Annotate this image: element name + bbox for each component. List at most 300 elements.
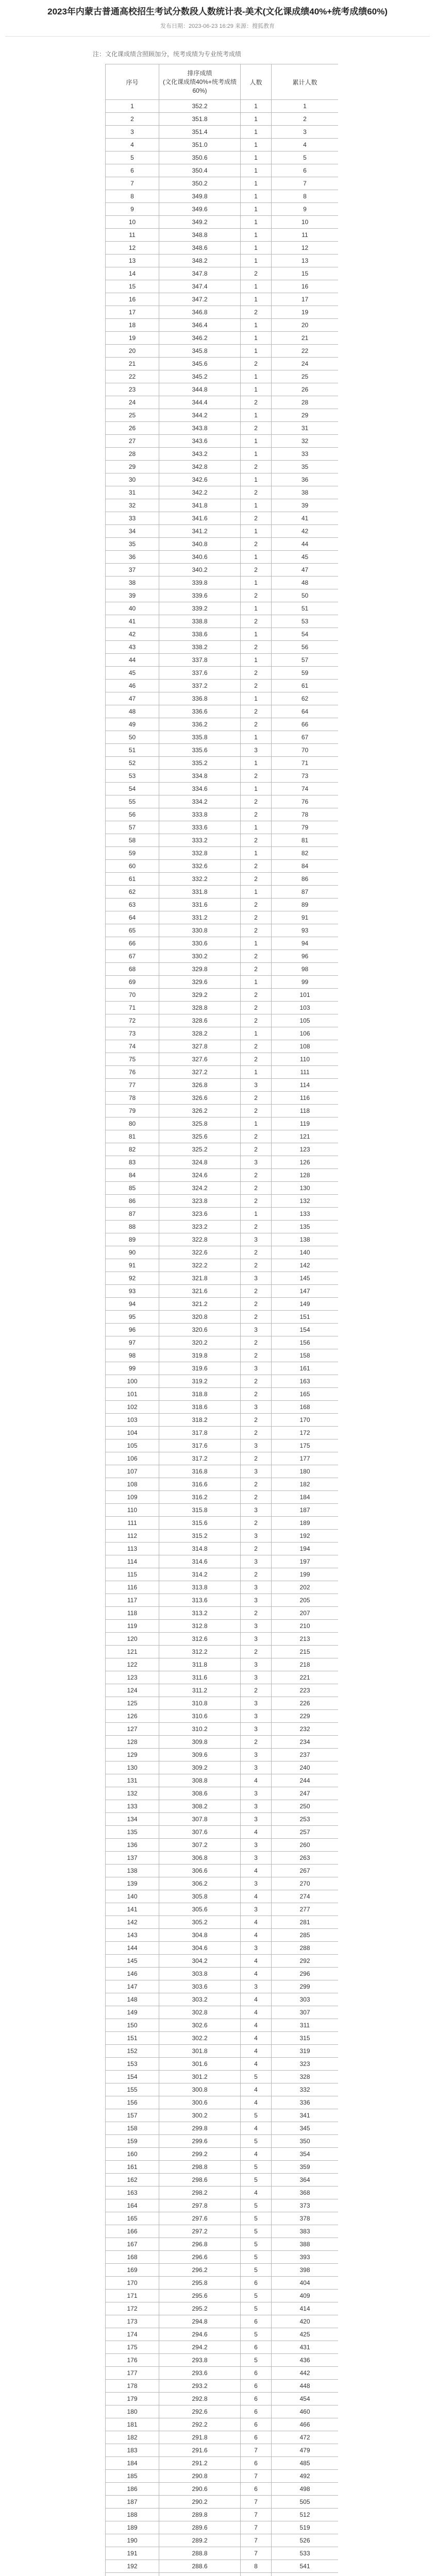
- cell-no: 165: [106, 2212, 159, 2225]
- cell-cumulative: 20: [272, 319, 339, 332]
- cell-no: 60: [106, 860, 159, 873]
- cell-no: 59: [106, 847, 159, 860]
- table-row: [106, 2354, 339, 2367]
- table-row: [106, 680, 339, 692]
- cell-score: 346.4: [159, 319, 241, 332]
- table-row: [106, 229, 339, 242]
- cell-no: 109: [106, 1491, 159, 1504]
- cell-score: 299.8: [159, 2122, 241, 2135]
- cell-no: 25: [106, 409, 159, 422]
- cell-cumulative: 91: [272, 911, 339, 924]
- cell-count: 1: [241, 1117, 272, 1130]
- cell-score: 338.2: [159, 641, 241, 654]
- cell-count: 2: [241, 564, 272, 577]
- cell-count: 5: [241, 2290, 272, 2302]
- cell-cumulative: 96: [272, 950, 339, 963]
- cell-count: 4: [241, 2148, 272, 2161]
- cell-cumulative: 66: [272, 718, 339, 731]
- cell-count: 6: [241, 2418, 272, 2431]
- cell-no: 99: [106, 1362, 159, 1375]
- cell-cumulative: 194: [272, 1543, 339, 1555]
- cell-score: 293.6: [159, 2367, 241, 2380]
- cell-count: 3: [241, 1620, 272, 1633]
- cell-count: 1: [241, 255, 272, 267]
- cell-no: 20: [106, 345, 159, 358]
- cell-no: 39: [106, 589, 159, 602]
- table-row: [106, 2418, 339, 2431]
- cell-count: 2: [241, 808, 272, 821]
- table-row: [106, 989, 339, 1002]
- cell-score: 326.2: [159, 1105, 241, 1117]
- cell-cumulative: 192: [272, 1530, 339, 1543]
- cell-count: 2: [241, 1311, 272, 1324]
- cell-no: 29: [106, 461, 159, 473]
- cell-score: 324.8: [159, 1156, 241, 1169]
- table-row: [106, 2096, 339, 2109]
- table-row: [106, 2393, 339, 2405]
- cell-count: 2: [241, 306, 272, 319]
- table-row: [106, 2470, 339, 2483]
- table-row: [106, 886, 339, 899]
- cell-score: 307.2: [159, 1839, 241, 1852]
- cell-count: 3: [241, 1530, 272, 1543]
- cell-count: 1: [241, 345, 272, 358]
- cell-count: 1: [241, 628, 272, 641]
- cell-no: 136: [106, 1839, 159, 1852]
- cell-no: 28: [106, 448, 159, 461]
- cell-no: 152: [106, 2045, 159, 2058]
- cell-no: 118: [106, 1607, 159, 1620]
- cell-no: 19: [106, 332, 159, 345]
- cell-count: 5: [241, 2174, 272, 2187]
- table-row: [106, 602, 339, 615]
- cell-score: 300.2: [159, 2109, 241, 2122]
- cell-cumulative: 373: [272, 2199, 339, 2212]
- table-row: [106, 1491, 339, 1504]
- cell-cumulative: 512: [272, 2509, 339, 2521]
- cell-score: 289.8: [159, 2509, 241, 2521]
- cell-cumulative: 135: [272, 1221, 339, 1233]
- cell-score: 294.2: [159, 2341, 241, 2354]
- cell-no: 85: [106, 1182, 159, 1195]
- cell-score: 303.2: [159, 1993, 241, 2006]
- divider: [5, 36, 430, 37]
- cell-cumulative: 145: [272, 1272, 339, 1285]
- cell-count: 3: [241, 1980, 272, 1993]
- cell-no: 110: [106, 1504, 159, 1517]
- cell-no: 63: [106, 899, 159, 911]
- table-row: [106, 1800, 339, 1813]
- cell-score: 334.8: [159, 770, 241, 783]
- cell-cumulative: 199: [272, 1568, 339, 1581]
- cell-no: 92: [106, 1272, 159, 1285]
- cell-cumulative: 4: [272, 139, 339, 151]
- cell-no: 10: [106, 216, 159, 229]
- cell-count: 4: [241, 2032, 272, 2045]
- cell-score: 344.8: [159, 383, 241, 396]
- cell-no: 121: [106, 1646, 159, 1658]
- cell-cumulative: 51: [272, 602, 339, 615]
- cell-cumulative: 147: [272, 1285, 339, 1298]
- cell-count: 3: [241, 1633, 272, 1646]
- cell-score: 352.2: [159, 100, 241, 113]
- cell-cumulative: 12: [272, 242, 339, 255]
- cell-count: 3: [241, 1877, 272, 1890]
- cell-count: 5: [241, 2264, 272, 2277]
- cell-score: 297.8: [159, 2199, 241, 2212]
- cell-count: 2: [241, 461, 272, 473]
- cell-score: 304.2: [159, 1955, 241, 1968]
- cell-score: 302.8: [159, 2006, 241, 2019]
- cell-cumulative: 472: [272, 2431, 339, 2444]
- cell-no: 189: [106, 2521, 159, 2534]
- cell-score: 347.8: [159, 267, 241, 280]
- table-row: [106, 1890, 339, 1903]
- cell-no: 133: [106, 1800, 159, 1813]
- cell-count: 2: [241, 873, 272, 886]
- cell-count: 1: [241, 332, 272, 345]
- cell-count: 2: [241, 1105, 272, 1117]
- cell-no: 1: [106, 100, 159, 113]
- cell-cumulative: 82: [272, 847, 339, 860]
- cell-no: 9: [106, 203, 159, 216]
- cell-cumulative: 436: [272, 2354, 339, 2367]
- cell-count: 2: [241, 1646, 272, 1658]
- table-row: [106, 2199, 339, 2212]
- cell-cumulative: 110: [272, 1053, 339, 1066]
- cell-cumulative: 223: [272, 1684, 339, 1697]
- cell-no: 190: [106, 2534, 159, 2547]
- cell-count: 3: [241, 1362, 272, 1375]
- header-cumulative: 累计人数: [272, 64, 339, 100]
- cell-no: 6: [106, 164, 159, 177]
- cell-count: 5: [241, 2225, 272, 2238]
- cell-cumulative: 292: [272, 1955, 339, 1968]
- table-row: [106, 1620, 339, 1633]
- table-row: [106, 190, 339, 203]
- table-row: [106, 899, 339, 911]
- cell-score: 318.8: [159, 1388, 241, 1401]
- cell-cumulative: [272, 2573, 339, 2576]
- cell-count: 2: [241, 1259, 272, 1272]
- cell-cumulative: 267: [272, 1865, 339, 1877]
- cell-count: 1: [241, 409, 272, 422]
- cell-score: 301.8: [159, 2045, 241, 2058]
- cell-no: 33: [106, 512, 159, 525]
- cell-count: 1: [241, 126, 272, 139]
- cell-cumulative: 288: [272, 1942, 339, 1955]
- cell-count: 2: [241, 899, 272, 911]
- table-row: [106, 1117, 339, 1130]
- cell-cumulative: 364: [272, 2174, 339, 2187]
- cell-score: 295.2: [159, 2302, 241, 2315]
- cell-score: 310.2: [159, 1723, 241, 1736]
- cell-count: 1: [241, 654, 272, 667]
- cell-score: 347.2: [159, 293, 241, 306]
- cell-cumulative: 240: [272, 1761, 339, 1774]
- cell-cumulative: 303: [272, 1993, 339, 2006]
- cell-no: 112: [106, 1530, 159, 1543]
- cell-cumulative: 126: [272, 1156, 339, 1169]
- cell-cumulative: 354: [272, 2148, 339, 2161]
- cell-cumulative: 189: [272, 1517, 339, 1530]
- cell-cumulative: 270: [272, 1877, 339, 1890]
- cell-score: 331.2: [159, 911, 241, 924]
- cell-count: 1: [241, 847, 272, 860]
- table-row: [106, 1697, 339, 1710]
- cell-cumulative: 3: [272, 126, 339, 139]
- cell-count: 1: [241, 1027, 272, 1040]
- cell-no: 106: [106, 1452, 159, 1465]
- header-score-text: 排序成绩 (文化课成绩40%+统考成绩60%): [162, 69, 237, 94]
- cell-cumulative: 89: [272, 899, 339, 911]
- cell-no: 149: [106, 2006, 159, 2019]
- table-row: [106, 1517, 339, 1530]
- cell-no: 105: [106, 1439, 159, 1452]
- cell-no: 35: [106, 538, 159, 551]
- table-row: [106, 1968, 339, 1980]
- table-row: [106, 203, 339, 216]
- cell-score: 290.2: [159, 2496, 241, 2509]
- cell-score: 316.8: [159, 1465, 241, 1478]
- table-row: [106, 2264, 339, 2277]
- cell-no: 34: [106, 525, 159, 538]
- cell-no: 142: [106, 1916, 159, 1929]
- cell-count: 4: [241, 2006, 272, 2019]
- cell-score: 317.6: [159, 1439, 241, 1452]
- cell-no: 163: [106, 2187, 159, 2199]
- cell-cumulative: 73: [272, 770, 339, 783]
- cell-score: 307.6: [159, 1826, 241, 1839]
- cell-cumulative: 38: [272, 486, 339, 499]
- cell-count: 5: [241, 2109, 272, 2122]
- cell-no: 168: [106, 2251, 159, 2264]
- cell-count: 3: [241, 1839, 272, 1852]
- cell-score: 325.8: [159, 1117, 241, 1130]
- cell-score: 337.6: [159, 667, 241, 680]
- cell-no: 44: [106, 654, 159, 667]
- cell-count: 2: [241, 1543, 272, 1555]
- table-row: [106, 1723, 339, 1736]
- table-row: [106, 2032, 339, 2045]
- cell-cumulative: 1: [272, 100, 339, 113]
- cell-no: 135: [106, 1826, 159, 1839]
- cell-cumulative: 61: [272, 680, 339, 692]
- table-row: [106, 422, 339, 435]
- cell-no: 101: [106, 1388, 159, 1401]
- cell-no: 137: [106, 1852, 159, 1865]
- cell-no: 7: [106, 177, 159, 190]
- cell-score: 341.2: [159, 525, 241, 538]
- cell-no: 83: [106, 1156, 159, 1169]
- cell-count: 2: [241, 1452, 272, 1465]
- cell-score: 304.6: [159, 1942, 241, 1955]
- table-row: [106, 396, 339, 409]
- table-row: [106, 435, 339, 448]
- cell-no: 76: [106, 1066, 159, 1079]
- cell-count: 1: [241, 976, 272, 989]
- cell-cumulative: 74: [272, 783, 339, 795]
- cell-score: 294.8: [159, 2315, 241, 2328]
- cell-cumulative: 234: [272, 1736, 339, 1749]
- cell-cumulative: 48: [272, 577, 339, 589]
- table-row: [106, 1555, 339, 1568]
- cell-cumulative: 47: [272, 564, 339, 577]
- cell-cumulative: 393: [272, 2251, 339, 2264]
- cell-score: [159, 2573, 241, 2576]
- cell-no: 88: [106, 1221, 159, 1233]
- cell-no: 23: [106, 383, 159, 396]
- table-row: [106, 486, 339, 499]
- cell-cumulative: 79: [272, 821, 339, 834]
- cell-count: 3: [241, 1723, 272, 1736]
- cell-score: 306.2: [159, 1877, 241, 1890]
- cell-cumulative: 388: [272, 2238, 339, 2251]
- cell-score: 329.2: [159, 989, 241, 1002]
- cell-score: 312.8: [159, 1620, 241, 1633]
- cell-count: 7: [241, 2444, 272, 2457]
- table-row: [106, 1427, 339, 1439]
- cell-cumulative: 341: [272, 2109, 339, 2122]
- cell-cumulative: 116: [272, 1092, 339, 1105]
- cell-cumulative: 21: [272, 332, 339, 345]
- cell-count: 3: [241, 1465, 272, 1478]
- cell-count: 7: [241, 2521, 272, 2534]
- cell-no: 125: [106, 1697, 159, 1710]
- cell-count: 2: [241, 1053, 272, 1066]
- cell-cumulative: 138: [272, 1233, 339, 1246]
- cell-score: 327.2: [159, 1066, 241, 1079]
- cell-score: 340.8: [159, 538, 241, 551]
- cell-count: 2: [241, 924, 272, 937]
- cell-count: 2: [241, 1092, 272, 1105]
- cell-count: 2: [241, 1388, 272, 1401]
- table-row: [106, 1530, 339, 1543]
- cell-no: 161: [106, 2161, 159, 2174]
- cell-no: 186: [106, 2483, 159, 2496]
- header-score: [159, 64, 241, 100]
- cell-no: 3: [106, 126, 159, 139]
- cell-cumulative: 84: [272, 860, 339, 873]
- table-row: [106, 2083, 339, 2096]
- table-row: [106, 2573, 339, 2576]
- cell-score: 349.8: [159, 190, 241, 203]
- cell-cumulative: 175: [272, 1439, 339, 1452]
- table-row: [106, 564, 339, 577]
- cell-score: 334.2: [159, 795, 241, 808]
- cell-score: 314.8: [159, 1543, 241, 1555]
- table-row: [106, 1233, 339, 1246]
- cell-cumulative: 213: [272, 1633, 339, 1646]
- cell-cumulative: 32: [272, 435, 339, 448]
- cell-score: 326.8: [159, 1079, 241, 1092]
- cell-score: 305.8: [159, 1890, 241, 1903]
- table-row: [106, 164, 339, 177]
- table-row: [106, 1221, 339, 1233]
- table-row: [106, 512, 339, 525]
- cell-cumulative: 17: [272, 293, 339, 306]
- cell-no: 57: [106, 821, 159, 834]
- cell-cumulative: 505: [272, 2496, 339, 2509]
- table-row: [106, 1349, 339, 1362]
- cell-score: 320.8: [159, 1311, 241, 1324]
- cell-score: 334.6: [159, 783, 241, 795]
- cell-score: 295.8: [159, 2277, 241, 2290]
- cell-no: 15: [106, 280, 159, 293]
- cell-no: 18: [106, 319, 159, 332]
- table-row: [106, 1942, 339, 1955]
- cell-count: 2: [241, 1336, 272, 1349]
- cell-score: 325.6: [159, 1130, 241, 1143]
- cell-cumulative: 156: [272, 1336, 339, 1349]
- table-row: [106, 2431, 339, 2444]
- cell-count: 2: [241, 1182, 272, 1195]
- cell-score: 333.8: [159, 808, 241, 821]
- cell-count: 2: [241, 1246, 272, 1259]
- cell-count: 4: [241, 1890, 272, 1903]
- cell-no: 58: [106, 834, 159, 847]
- cell-no: 14: [106, 267, 159, 280]
- cell-count: 3: [241, 1555, 272, 1568]
- cell-no: 2: [106, 113, 159, 126]
- cell-score: 349.2: [159, 216, 241, 229]
- table-row: [106, 1272, 339, 1285]
- cell-score: 351.0: [159, 139, 241, 151]
- cell-cumulative: 87: [272, 886, 339, 899]
- cell-cumulative: 11: [272, 229, 339, 242]
- table-row: [106, 757, 339, 770]
- cell-no: 42: [106, 628, 159, 641]
- cell-cumulative: 454: [272, 2393, 339, 2405]
- table-row: [106, 2302, 339, 2315]
- table-row: [106, 151, 339, 164]
- cell-no: 31: [106, 486, 159, 499]
- cell-cumulative: 53: [272, 615, 339, 628]
- cell-cumulative: 67: [272, 731, 339, 744]
- top-note: 注：文化课成绩含照顾加分，统考成绩为专业统考成绩: [93, 50, 242, 58]
- cell-count: 7: [241, 2534, 272, 2547]
- cell-count: 5: [241, 2328, 272, 2341]
- table-row: [106, 1877, 339, 1890]
- cell-cumulative: 180: [272, 1465, 339, 1478]
- table-row: [106, 1040, 339, 1053]
- cell-score: 348.8: [159, 229, 241, 242]
- cell-score: 335.2: [159, 757, 241, 770]
- cell-score: 332.6: [159, 860, 241, 873]
- cell-score: 303.6: [159, 1980, 241, 1993]
- cell-score: 290.6: [159, 2483, 241, 2496]
- table-row: [106, 2483, 339, 2496]
- cell-cumulative: 9: [272, 203, 339, 216]
- cell-no: 37: [106, 564, 159, 577]
- cell-no: 116: [106, 1581, 159, 1594]
- table-row: [106, 1465, 339, 1478]
- cell-cumulative: 323: [272, 2058, 339, 2071]
- cell-cumulative: 257: [272, 1826, 339, 1839]
- cell-score: 329.8: [159, 963, 241, 976]
- cell-score: 291.8: [159, 2431, 241, 2444]
- cell-score: 298.6: [159, 2174, 241, 2187]
- cell-cumulative: 319: [272, 2045, 339, 2058]
- cell-count: 4: [241, 2096, 272, 2109]
- cell-cumulative: 215: [272, 1646, 339, 1658]
- cell-score: 341.8: [159, 499, 241, 512]
- table-row: [106, 1169, 339, 1182]
- table-row: [106, 1143, 339, 1156]
- cell-count: 2: [241, 963, 272, 976]
- table-row: [106, 1388, 339, 1401]
- cell-no: 179: [106, 2393, 159, 2405]
